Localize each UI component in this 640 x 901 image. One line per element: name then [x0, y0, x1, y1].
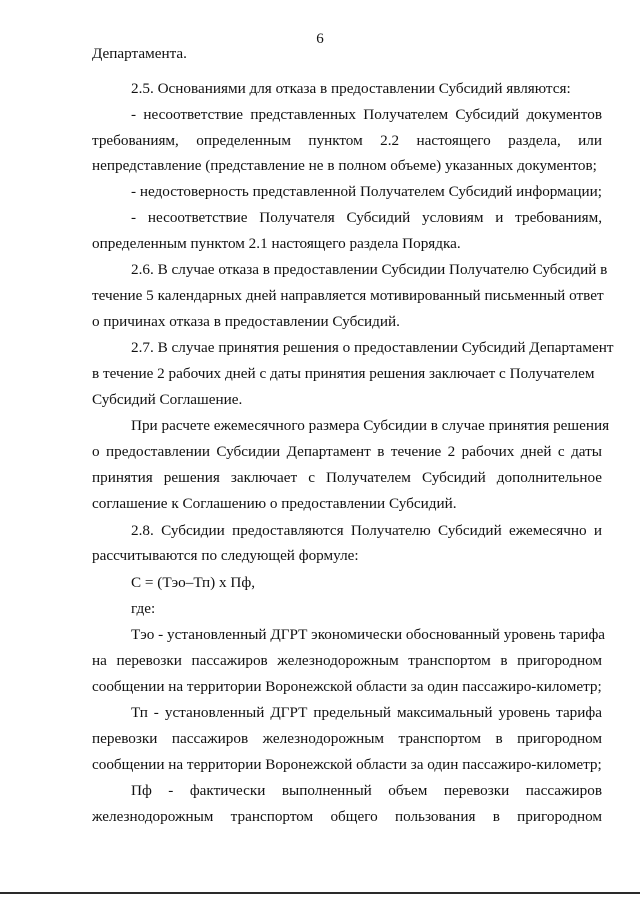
text-line: о причинах отказа в предоставлении Субсидий.	[92, 313, 400, 330]
text-line: принятия решения заключает с Получателем Субсидий дополнительное	[92, 469, 602, 486]
text-line: железнодорожным транспортом общего пользования в пригородном	[92, 808, 602, 825]
page-number: 6	[316, 31, 324, 47]
text-line: Тэо - установленный ДГРТ экономически обоснованный уровень тарифа	[131, 626, 606, 643]
text-line: Пф - фактически выполненный объем перевозки пассажиров	[131, 782, 602, 799]
text-line: 2.5. Основаниями для отказа в предоставлении Субсидий являются:	[131, 80, 571, 97]
text-line: сообщении на территории Воронежской области за один пассажиро-километр;	[92, 756, 602, 773]
text-line: - недостоверность представленной Получателем Субсидий информации;	[131, 183, 603, 200]
text-line: Департамента.	[92, 45, 187, 62]
text-line: Тп - установленный ДГРТ предельный максимальный уровень тарифа	[131, 704, 602, 721]
text-line: 2.8. Субсидии предоставляются Получателю Субсидий ежемесячно и	[131, 522, 602, 539]
text-line: Субсидий Соглашение.	[92, 391, 243, 408]
text-line: 2.6. В случае отказа в предоставлении Субсидии Получателю Субсидий в	[131, 261, 608, 278]
text-line: перевозки пассажиров железнодорожным транспортом в пригородном	[92, 730, 602, 747]
text-line: соглашение к Соглашению о предоставлении Субсидий.	[92, 495, 457, 512]
page-bottom-edge	[0, 892, 640, 894]
formula: С = (Тэо–Тп) х Пф,	[131, 574, 256, 591]
text-line: - несоответствие представленных Получателем Субсидий документов	[131, 106, 602, 123]
text-line: сообщении на территории Воронежской области за один пассажиро-километр;	[92, 678, 602, 695]
text-line: течение 5 календарных дней направляется мотивированный письменный ответ	[92, 287, 604, 304]
text-line: непредставление (представление не в полном объеме) указанных документов;	[92, 157, 597, 174]
text-line: на перевозки пассажиров железнодорожным транспортом в пригородном	[92, 652, 602, 669]
text-line: требованиям, определенным пунктом 2.2 настоящего раздела, или	[92, 132, 602, 149]
text-line: в течение 2 рабочих дней с даты принятия решения заключает с Получателем	[92, 365, 595, 382]
text-line: - несоответствие Получателя Субсидий условиям и требованиям,	[131, 209, 602, 226]
text-line: рассчитываются по следующей формуле:	[92, 547, 359, 564]
text-line: определенным пунктом 2.1 настоящего раздела Порядка.	[92, 235, 461, 252]
text-line: где:	[131, 600, 156, 617]
text-line: 2.7. В случае принятия решения о предоставлении Субсидий Департамент	[131, 339, 614, 356]
text-line: При расчете ежемесячного размера Субсидии в случае принятия решения	[131, 417, 610, 434]
text-line: о предоставлении Субсидии Департамент в течение 2 рабочих дней с даты	[92, 443, 602, 460]
